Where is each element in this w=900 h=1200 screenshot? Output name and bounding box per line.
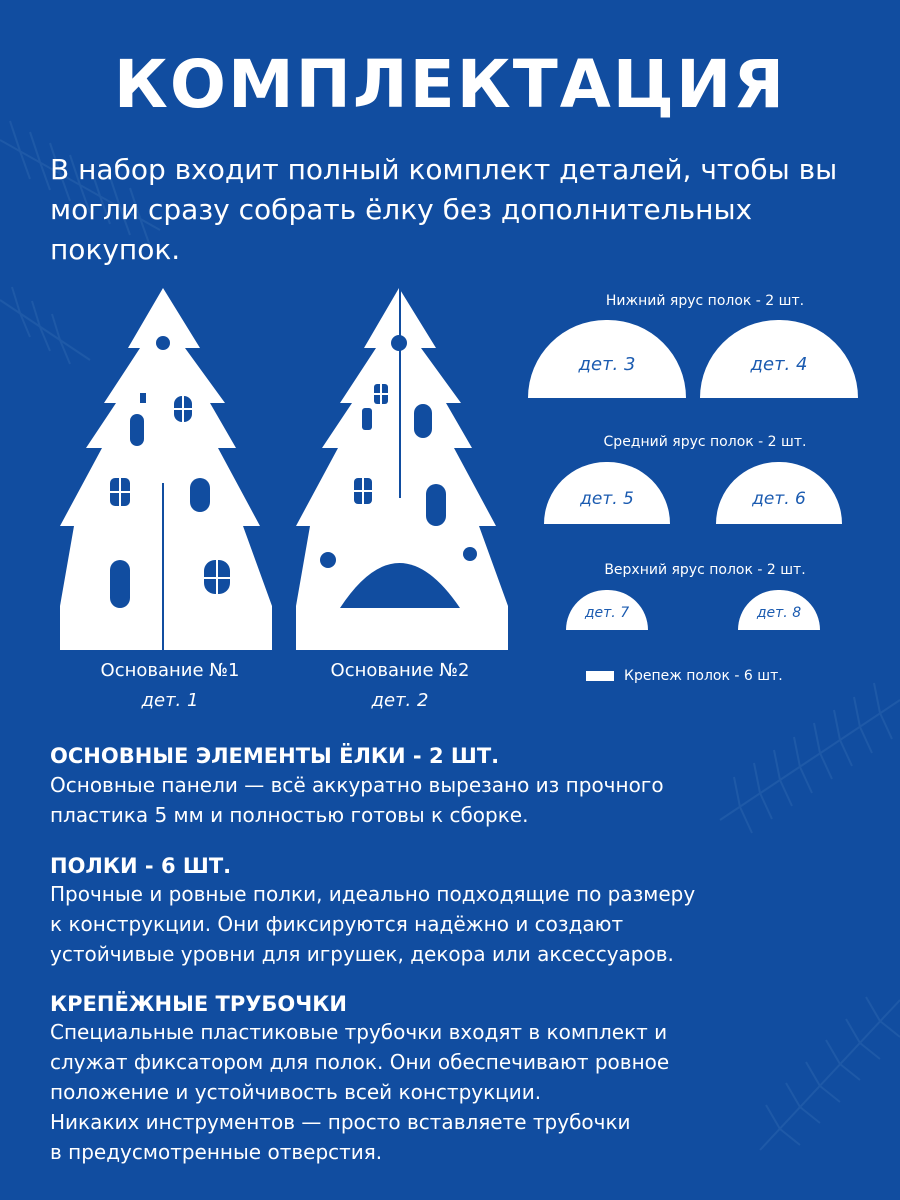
- base-1-name: Основание №1: [100, 660, 240, 681]
- base-1-part: дет. 1: [141, 690, 199, 711]
- section-title-main-elements: ОСНОВНЫЕ ЭЛЕМЕНТЫ ЁЛКИ - 2 ШТ.: [50, 744, 500, 768]
- section-body-main-elements: [50, 770, 880, 830]
- fastener-icon: [586, 671, 614, 681]
- shelf-part-6: дет. 6: [716, 462, 842, 524]
- section-body-shelves: [50, 879, 880, 969]
- page-title: КОМПЛЕКТАЦИЯ: [113, 46, 787, 123]
- section-line: Никаких инструментов — просто вставляете трубочки: [50, 1110, 631, 1134]
- section-line: в предусмотренные отверстия.: [50, 1140, 383, 1164]
- section-line: положение и устойчивость всей конструкции.: [50, 1080, 542, 1104]
- section-line: пластика 5 мм и полностью готовы к сборке.: [50, 803, 529, 827]
- base-2-tree-panel: [296, 288, 516, 650]
- section-line: служат фиксатором для полок. Они обеспечивают ровное: [50, 1050, 670, 1074]
- section-line: Основные панели — всё аккуратно вырезано из прочного: [50, 773, 664, 797]
- shelf-part-8: дет. 8: [738, 590, 820, 630]
- base-1-caption: [60, 658, 280, 714]
- tier-label-top: Верхний ярус полок - 2 шт.: [604, 562, 806, 578]
- tier-label-bottom: Нижний ярус полок - 2 шт.: [605, 293, 805, 309]
- shelf-part-3: дет. 3: [528, 320, 686, 398]
- base-2-part: дет. 2: [371, 690, 429, 711]
- section-line: Прочные и ровные полки, идеально подходящие по размеру: [50, 882, 696, 906]
- shelf-part-5: дет. 5: [544, 462, 670, 524]
- fastener-label: Крепеж полок - 6 шт.: [624, 668, 783, 684]
- section-line: Специальные пластиковые трубочки входят в комплект и: [50, 1020, 668, 1044]
- shelf-part-4: дет. 4: [700, 320, 858, 398]
- section-body-fastening-tubes: [50, 1017, 880, 1167]
- section-line: к конструкции. Они фиксируются надёжно и создают: [50, 912, 624, 936]
- base-2-caption: [290, 658, 510, 714]
- section-line: устойчивые уровни для игрушек, декора или аксессуаров.: [50, 942, 674, 966]
- section-title-shelves: ПОЛКИ - 6 ШТ.: [50, 854, 232, 878]
- base-2-name: Основание №2: [330, 660, 470, 681]
- base-1-tree-panel: [60, 288, 280, 650]
- tier-label-middle: Средний ярус полок - 2 шт.: [603, 434, 807, 450]
- section-title-fastening-tubes: КРЕПЁЖНЫЕ ТРУБОЧКИ: [50, 992, 347, 1016]
- shelf-part-7: дет. 7: [566, 590, 648, 630]
- intro-text: В набор входит полный комплект деталей, чтобы вы могли сразу собрать ёлку без дополнительных покупок.: [50, 153, 838, 266]
